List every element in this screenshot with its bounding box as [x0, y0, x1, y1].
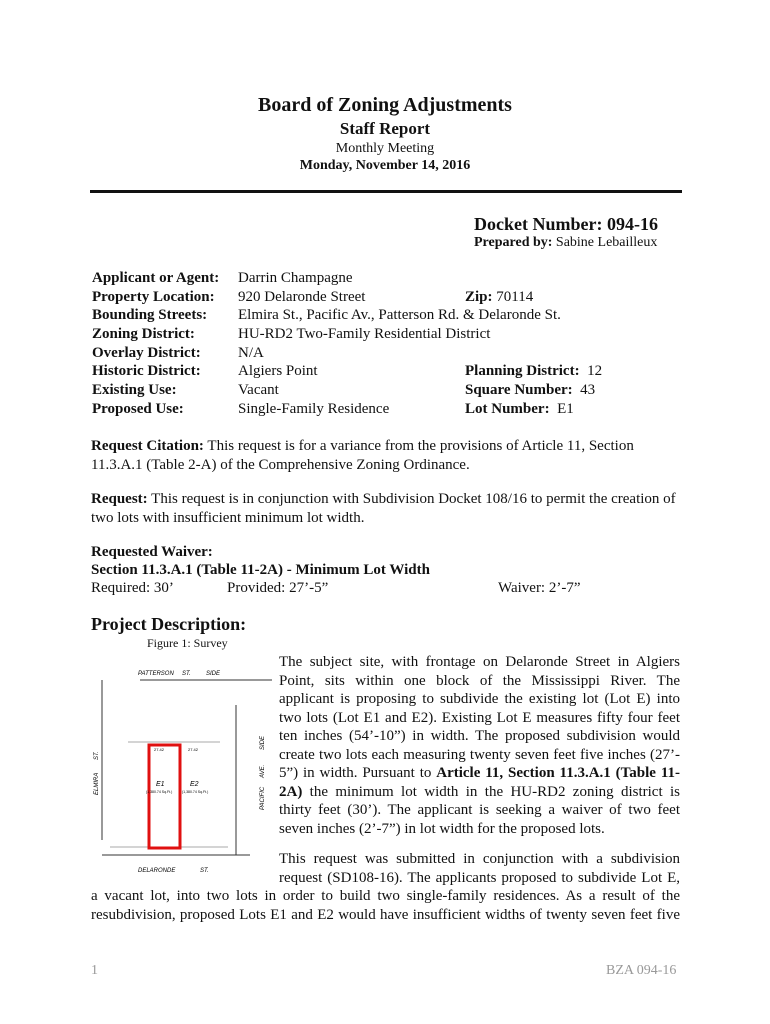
- square-label: Square Number:: [465, 382, 573, 398]
- p1-line-with-bold: [279, 764, 680, 783]
- request-citation-line2: 11.3.A.1 (Table 2-A) of the Comprehensive Zoning Ordinance.: [91, 456, 470, 473]
- historic-label: Historic District:: [92, 363, 201, 379]
- survey-top-street: PATTERSON: [138, 671, 174, 677]
- lot-e1-outline: [149, 745, 180, 848]
- waiver-heading: Requested Waiver:: [91, 544, 213, 560]
- survey-left-street: ELMIRA: [94, 772, 100, 795]
- square-value: 43: [580, 382, 596, 398]
- prepared-by: [474, 235, 657, 251]
- survey-top-st: ST.: [182, 671, 191, 677]
- waiver-section: Section 11.3.A.1 (Table 11-2A) - Minimum Lot Width: [91, 562, 430, 578]
- request-citation: [91, 437, 634, 474]
- p1-line: ten inches (54’-10”) in width. The proposed subdivision would: [279, 728, 680, 744]
- overlay-label: Overlay District:: [92, 345, 201, 361]
- project-paragraph-2-wide: [91, 887, 680, 924]
- proposed-use-label: Proposed Use:: [92, 401, 184, 417]
- report-title: Board of Zoning Adjustments: [258, 94, 512, 116]
- location-value: 920 Delaronde Street: [238, 289, 366, 305]
- survey-right-ave: AVE.: [260, 764, 266, 778]
- header-divider: [90, 190, 682, 193]
- p2-line: resubdivision, proposed Lots E1 and E2 would have insufficient widths of twenty seven feet five: [91, 906, 680, 923]
- p1-line: The subject site, with frontage on Delaronde Street in Algiers: [279, 654, 680, 670]
- report-subtitle: Staff Report: [339, 119, 431, 138]
- p2-line: request (SD108-16). The applicants proposed to subdivide Lot E,: [279, 869, 680, 886]
- request-line1: This request is in conjunction with Subdivision Docket 108/16 to permit the creation of: [151, 491, 676, 507]
- figure-caption: Figure 1: Survey: [147, 636, 228, 650]
- waiver-amount: Waiver: 2’-7”: [498, 580, 581, 596]
- lot-e2-label: E2: [190, 781, 199, 788]
- lot-number: [465, 401, 574, 418]
- survey-bottom-st: ST.: [200, 868, 209, 874]
- bounding-value: Elmira St., Pacific Av., Patterson Rd. & Delaronde St.: [238, 307, 561, 323]
- p2-line: a vacant lot, into two lots in order to build two single-family residences. As a result of the: [91, 888, 680, 904]
- p1-line: Point, sits within one block of the Mississippi River. The: [279, 672, 680, 689]
- existing-use-label: Existing Use:: [92, 382, 177, 398]
- survey-right-street: PACIFIC: [260, 786, 266, 810]
- p2-line: This request was submitted in conjunction with a subdivision: [279, 851, 680, 867]
- lot-e2-width: 27.42: [188, 747, 199, 752]
- survey-figure: [90, 650, 275, 880]
- location-label: Property Location:: [92, 289, 215, 305]
- prepared-by-label: Prepared by:: [474, 235, 553, 250]
- project-heading: Project Description:: [91, 614, 247, 634]
- bounding-label: Bounding Streets:: [92, 307, 208, 323]
- p1-line: create two lots each measuring twenty seven feet five inches (27’-: [279, 746, 680, 763]
- survey-right-side: SIDE: [260, 735, 266, 750]
- p1-line-with-bold: [279, 783, 680, 802]
- waiver-required: Required: 30’: [91, 580, 174, 596]
- request-citation-line1: This request is for a variance from the provisions of Article 11, Section: [207, 438, 634, 454]
- survey-bottom-street: DELARONDE: [138, 868, 176, 874]
- p1-line: applicant is proposing to subdivide the existing lot (Lot E) into: [279, 691, 680, 707]
- p1-line-after-bold: the minimum lot width in the HU-RD2 zoning district is: [302, 783, 680, 800]
- p1-article-ref: Article 11, Section 11.3.A.1 (Table 11-: [436, 765, 680, 781]
- proposed-use-value: Single-Family Residence: [238, 401, 390, 417]
- page-number: 1: [91, 963, 98, 978]
- prepared-by-name: Sabine Lebailleux: [555, 235, 658, 250]
- project-paragraph-1: [279, 653, 680, 838]
- applicant-label: Applicant or Agent:: [92, 270, 220, 286]
- zip-value: 70114: [496, 289, 534, 305]
- lot-label: Lot Number:: [465, 401, 550, 417]
- survey-left-st: ST.: [94, 751, 100, 760]
- planning-value: 12: [587, 363, 603, 379]
- request-label: Request:: [91, 491, 148, 507]
- p1-article-ref-cont: 2A): [279, 783, 303, 800]
- request-line2: two lots with insufficient minimum lot width.: [91, 509, 365, 526]
- waiver-provided: Provided: 27’-5”: [227, 580, 329, 596]
- p1-line: two lots (Lot E1 and E2). Existing Lot E measures fifty four feet: [279, 709, 680, 726]
- p1-line: seven inches (2’-7”) in lot width for the proposed lots.: [279, 820, 605, 837]
- applicant-value: Darrin Champagne: [238, 270, 353, 286]
- zoning-label: Zoning District:: [92, 326, 195, 342]
- zoning-value: HU-RD2 Two-Family Residential District: [238, 326, 491, 342]
- request-citation-label: Request Citation:: [91, 438, 204, 454]
- footer-reference: BZA 094-16: [606, 963, 677, 978]
- project-paragraph-2-narrow: [279, 850, 680, 887]
- lot-e2-area: (1,380.74 Sq.Ft.): [182, 790, 209, 794]
- docket-number: Docket Number: 094-16: [474, 214, 658, 234]
- historic-value: Algiers Point: [238, 363, 318, 379]
- p1-line-lead: 5”) in width. Pursuant to: [279, 765, 437, 781]
- request: [91, 490, 676, 527]
- lot-e1-label: E1: [156, 781, 165, 788]
- meeting-date: Monday, November 14, 2016: [299, 158, 471, 173]
- meeting-type: Monthly Meeting: [335, 141, 435, 156]
- zip: [465, 289, 533, 306]
- survey-top-side: SIDE: [206, 671, 221, 677]
- lot-value: E1: [557, 401, 574, 417]
- p1-line: thirty feet (30’). The applicant is seeking a waiver of two feet: [279, 802, 680, 818]
- overlay-value: N/A: [238, 345, 264, 361]
- existing-use-value: Vacant: [238, 382, 279, 398]
- lot-e1-width: 27.42: [154, 747, 165, 752]
- lot-e1-area: (1,380.74 Sq.Ft.): [146, 790, 173, 794]
- planning-label: Planning District:: [465, 363, 580, 379]
- planning-district: [465, 363, 602, 380]
- square-number: [465, 382, 595, 399]
- zip-label: Zip:: [465, 289, 493, 305]
